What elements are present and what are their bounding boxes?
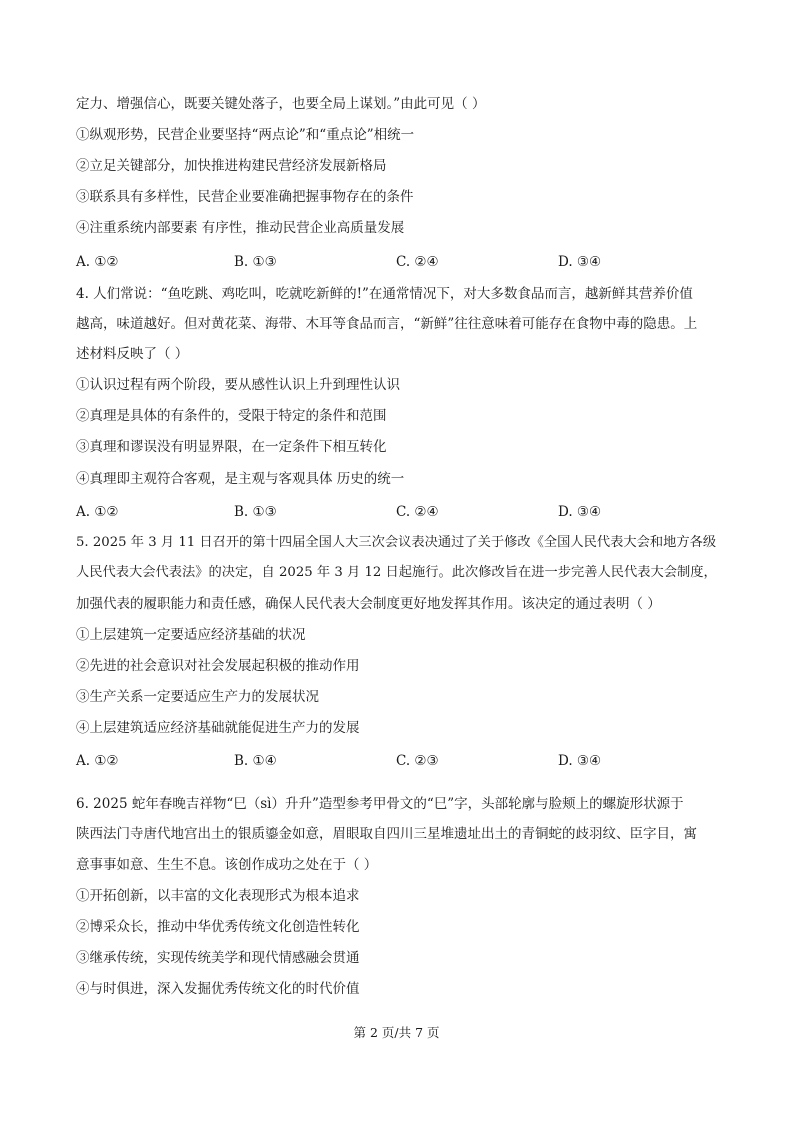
q5-option-b[interactable]: B. ①④: [234, 753, 277, 769]
q5-stem-line-2: 人民代表大会代表法》的决定，自 2025 年 3 月 12 日起施行。此次修改旨在进一步完善人民代表大会制度，: [76, 565, 717, 580]
q3-stem-end: 定力、增强信心，既要关键处落子，也要全局上谋划。”由此可见（ ）: [76, 96, 486, 112]
q4-stem-line-1: 4. 人们常说：“鱼吃跳、鸡吃叫，吃就吃新鲜的!”在通常情况下，对大多数食品而言，越新鲜其营养价值: [76, 286, 693, 302]
q6-stem-line-2: 陕西法门寺唐代地宫出土的银质鎏金如意，眉眼取自四川三星堆遗址出土的青铜蛇的歧羽纹、臣字目，寓: [76, 826, 697, 842]
q5-statement-3: ③生产关系一定要适应生产力的发展状况: [76, 689, 319, 705]
q5-option-c[interactable]: C. ②③: [396, 753, 439, 769]
q4-statement-1: ①认识过程有两个阶段，要从感性认识上升到理性认识: [76, 377, 400, 393]
q5-options: [76, 751, 726, 771]
q3-option-d[interactable]: D. ③④: [558, 254, 602, 270]
q5-option-a[interactable]: A. ①②: [76, 753, 119, 769]
q6-stem-line-3: 意事事如意、生生不息。该创作成功之处在于（ ）: [76, 857, 378, 873]
q5-statement-2: ②先进的社会意识对社会发展起积极的推动作用: [76, 658, 360, 674]
q5-statement-4: ④上层建筑适应经济基础就能促进生产力的发展: [76, 720, 360, 736]
q5-option-d[interactable]: D. ③④: [558, 753, 602, 769]
q6-statement-2: ②博采众长，推动中华优秀传统文化创造性转化: [76, 919, 360, 935]
q4-option-c[interactable]: C. ②④: [396, 504, 439, 520]
q3-statement-4: ④注重系统内部要素 有序性，推动民营企业高质量发展: [76, 220, 405, 236]
q6-statement-1: ①开拓创新，以丰富的文化表现形式为根本追求: [76, 888, 360, 904]
q4-option-d[interactable]: D. ③④: [558, 504, 602, 520]
q5-statement-1: ①上层建筑一定要适应经济基础的状况: [76, 627, 306, 643]
q4-option-b[interactable]: B. ①③: [234, 504, 277, 520]
q4-statement-2: ②真理是具体的有条件的，受限于特定的条件和范围: [76, 408, 387, 424]
q3-statement-1: ①纵观形势，民营企业要坚持“两点论”和“重点论”相统一: [76, 127, 415, 143]
q3-option-b[interactable]: B. ①③: [234, 254, 277, 270]
q3-statement-2: ②立足关键部分，加快推进构建民营经济发展新格局: [76, 158, 387, 174]
q5-stem-line-3: 加强代表的履职能力和责任感，确保人民代表大会制度更好地发挥其作用。该决定的通过表明（ ）: [76, 596, 661, 612]
q3-options: [76, 252, 726, 272]
q3-statement-3: ③联系具有多样性，民营企业要准确把握事物存在的条件: [76, 189, 414, 205]
q4-options: [76, 502, 726, 522]
q4-stem-line-3: 述材料反映了（ ）: [76, 346, 189, 362]
q6-statement-4: ④与时俱进，深入发掘优秀传统文化的时代价值: [76, 981, 360, 997]
q3-option-c[interactable]: C. ②④: [396, 254, 439, 270]
page-footer: 第 2 页/共 7 页: [353, 1025, 440, 1040]
q5-stem-line-1: 5. 2025 年 3 月 11 日召开的第十四届全国人大三次会议表决通过了关于修改《全国人民代表大会和地方各级: [76, 535, 717, 550]
q4-statement-4: ④真理即主观符合客观，是主观与客观具体 历史的统一: [76, 471, 405, 487]
q4-statement-3: ③真理和谬误没有明显界限，在一定条件下相互转化: [76, 439, 387, 455]
q4-stem-line-2: 越高，味道越好。但对黄花菜、海带、木耳等食品而言，“新鲜”往往意味着可能存在食物中毒的隐患。上: [76, 316, 698, 332]
q3-option-a[interactable]: A. ①②: [76, 254, 119, 270]
q4-option-a[interactable]: A. ①②: [76, 504, 119, 520]
q6-stem-line-1: 6. 2025 蛇年春晚吉祥物“巳（sì）升升”造型参考甲骨文的“巳”字，头部轮廓与脸颊上的螺旋形状源于: [76, 796, 684, 812]
q6-statement-3: ③继承传统，实现传统美学和现代情感融会贯通: [76, 950, 360, 966]
